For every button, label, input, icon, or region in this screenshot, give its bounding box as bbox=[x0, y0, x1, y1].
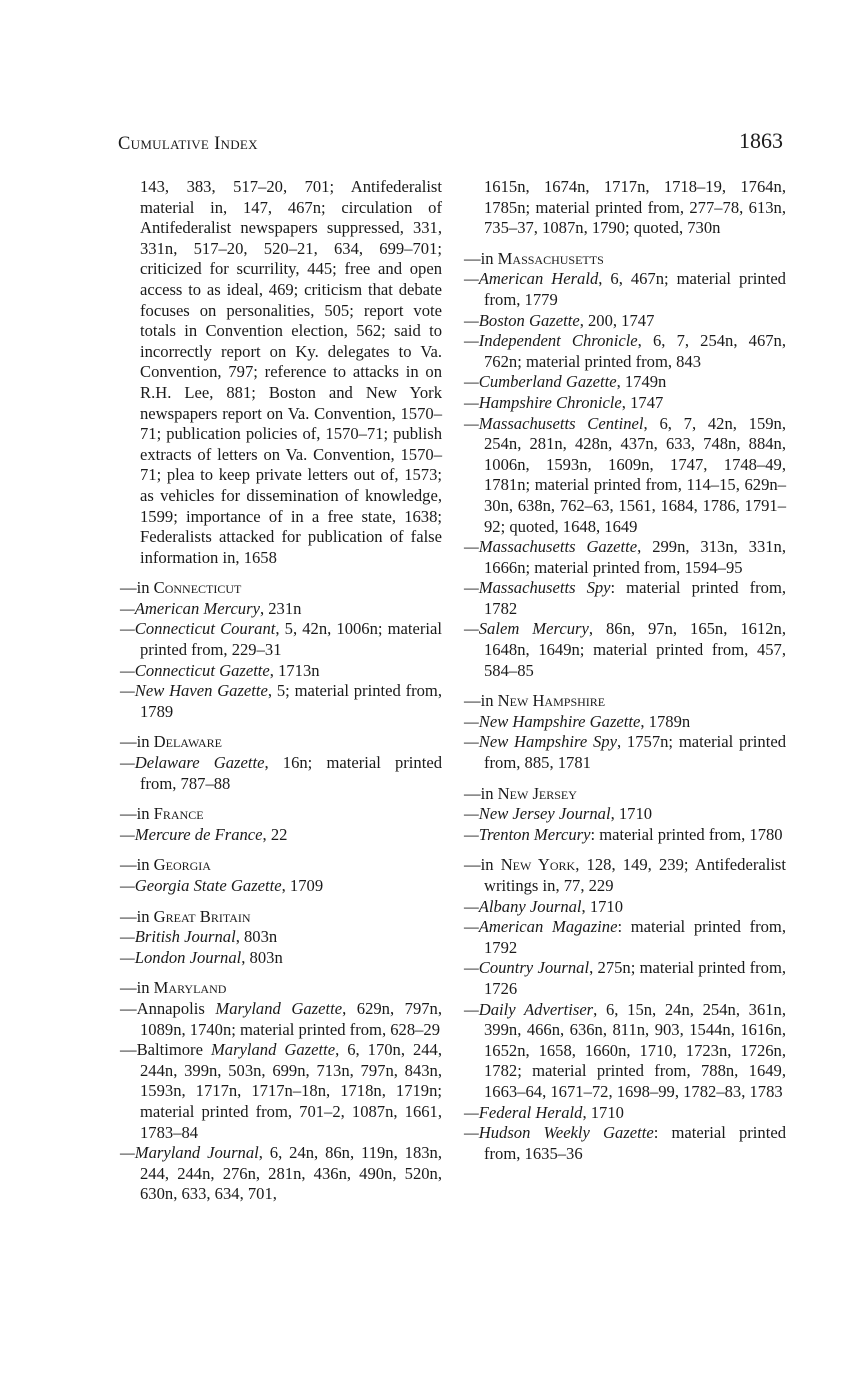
index-entry: —Daily Advertiser, 6, 15n, 24n, 254n, 361n, 399n, 466n, 636n, 811n, 903, 1544n, 1616n, 1652n, 1658, 1660n, 1710, 1723n, 1726n, 1782; material printed from, 788n, 1649, 1663–64, 1671–72, 1698–99, 1782–83, 1783 bbox=[464, 999, 787, 1101]
index-entry: —Massachusetts Centinel, 6, 7, 42n, 159n, 254n, 281n, 428n, 437n, 633, 748n, 884n, 1006n, 1593n, 1609n, 1747, 1748–49, 1781n; material printed from, 114–15, 629n–30n, 638n, 762–63, 1561, 1684, 1786, 1791–92; quoted, 1648, 1649 bbox=[464, 413, 786, 536]
index-entry: —Connecticut Courant, 5, 42n, 1006n; material printed from, 229–31 bbox=[120, 619, 442, 660]
index-entry: —Albany Journal, 1710 bbox=[464, 896, 624, 916]
index-entry: —Georgia State Gazette, 1709 bbox=[120, 876, 324, 895]
index-entry: —Federal Herald, 1710 bbox=[464, 1102, 624, 1122]
state-heading-delaware: —in Delaware bbox=[120, 732, 223, 752]
state-heading-new-jersey: —in New Jersey bbox=[464, 783, 577, 803]
index-entry: —American Magazine: material printed from, 1792 bbox=[464, 917, 786, 957]
continued-entry: 1615n, 1674n, 1717n, 1718–19, 1764n, 1785n; material printed from, 277–78, 613n, 735–37, 1087n, 1790; quoted, 730n bbox=[484, 177, 786, 238]
index-entry: —American Mercury, 231n bbox=[120, 598, 302, 618]
index-entry: —Mercure de France, 22 bbox=[120, 824, 288, 844]
index-entry: —Baltimore Maryland Gazette, 6, 170n, 244, 244n, 399n, 503n, 699n, 713n, 797n, 843n, 1593n, 1717n, 1717n–18n, 1718n, 1719n; material printed from, 701–2, 1087n, 1661, 1783–84 bbox=[120, 1040, 443, 1142]
index-entry: —New Haven Gazette, 5; material printed from, 1789 bbox=[120, 681, 442, 721]
index-entry: —Salem Mercury, 86n, 97n, 165n, 1612n, 1648n, 1649n; material printed from, 457, 584–85 bbox=[464, 619, 786, 680]
state-heading-great-britain: —in Great Britain bbox=[120, 906, 251, 926]
index-entry: —Massachusetts Gazette, 299n, 313n, 331n, 1666n; material printed from, 1594–95 bbox=[464, 537, 786, 577]
state-heading-maryland: —in Maryland bbox=[120, 978, 227, 998]
index-entry: —American Herald, 6, 467n; material printed from, 1779 bbox=[464, 269, 786, 309]
index-entry: —Delaware Gazette, 16n; material printed from, 787–88 bbox=[120, 753, 442, 793]
index-entry: —New Hampshire Spy, 1757n; material printed from, 885, 1781 bbox=[464, 732, 786, 773]
index-entry: —Trenton Mercury: material printed from, 1780 bbox=[464, 824, 783, 844]
index-entry: —Annapolis Maryland Gazette, 629n, 797n, 1089n, 1740n; material printed from, 628–29 bbox=[120, 998, 442, 1039]
page-header bbox=[118, 128, 783, 168]
state-heading-france: —in France bbox=[120, 804, 204, 824]
index-entry: —Connecticut Gazette, 1713n bbox=[120, 660, 320, 680]
index-entry: —New Hampshire Gazette, 1789n bbox=[464, 711, 691, 731]
index-entry: —Country Journal, 275n; material printed from, 1726 bbox=[464, 958, 786, 998]
index-entry: —British Journal, 803n bbox=[120, 927, 278, 947]
index-entry: —Maryland Journal, 6, 24n, 86n, 119n, 183n, 244, 244n, 276n, 281n, 436n, 490n, 520n, 630n, 633, 634, 701, bbox=[120, 1143, 442, 1204]
index-column-left bbox=[120, 177, 442, 1205]
state-heading-massachusetts: —in Massachusetts bbox=[464, 248, 604, 268]
running-head: Cumulative Index bbox=[118, 134, 258, 154]
index-entry: —Hudson Weekly Gazette: material printed from, 1635–36 bbox=[464, 1123, 786, 1163]
index-entry: —Independent Chronicle, 6, 7, 254n, 467n, 762n; material printed from, 843 bbox=[464, 331, 786, 371]
index-entry: —London Journal, 803n bbox=[120, 947, 283, 967]
continued-entry: 143, 383, 517–20, 701; Antifederalist material in, 147, 467n; circulation of Antifederalist newspapers suppressed, 331, 331n, 517–20, 520–21, 634, 699–701; criticized for scurrility, 445; free and open access to as ideal, 469; criticism that debate focuses on personalities, 505; report vote totals in Convention election, 562; said to incorrectly report on Ky. delegates to Va. Convention, 797; reference to attacks in on R.H. Lee, 881; Boston and New York newspapers report on Va. Convention, 1570–71; publication policies of, 1570–71; publish extracts of letters on Va. Convention, 1570–71; plea to keep private letters out of, 1573; as vehicles for dissemination of knowledge, 1599; importance of in a free state, 1638; Federalists attacked for publication of false information in, 1658 bbox=[140, 177, 442, 567]
page-number: 1863 bbox=[739, 128, 783, 153]
index-entry: —Boston Gazette, 200, 1747 bbox=[464, 310, 655, 330]
state-heading-new-hampshire: —in New Hampshire bbox=[464, 691, 606, 711]
state-heading-new-york: —in New York, 128, 149, 239; Antifederalist writings in, 77, 229 bbox=[464, 855, 786, 895]
index-entry: —Cumberland Gazette, 1749n bbox=[464, 372, 667, 392]
index-entry: —New Jersey Journal, 1710 bbox=[464, 804, 653, 824]
index-entry: —Hampshire Chronicle, 1747 bbox=[464, 392, 664, 412]
state-heading-connecticut: —in Connecticut bbox=[120, 578, 242, 598]
index-entry: —Massachusetts Spy: material printed from, 1782 bbox=[464, 578, 787, 618]
state-heading-georgia: —in Georgia bbox=[120, 855, 211, 875]
index-column-right bbox=[464, 177, 786, 1164]
